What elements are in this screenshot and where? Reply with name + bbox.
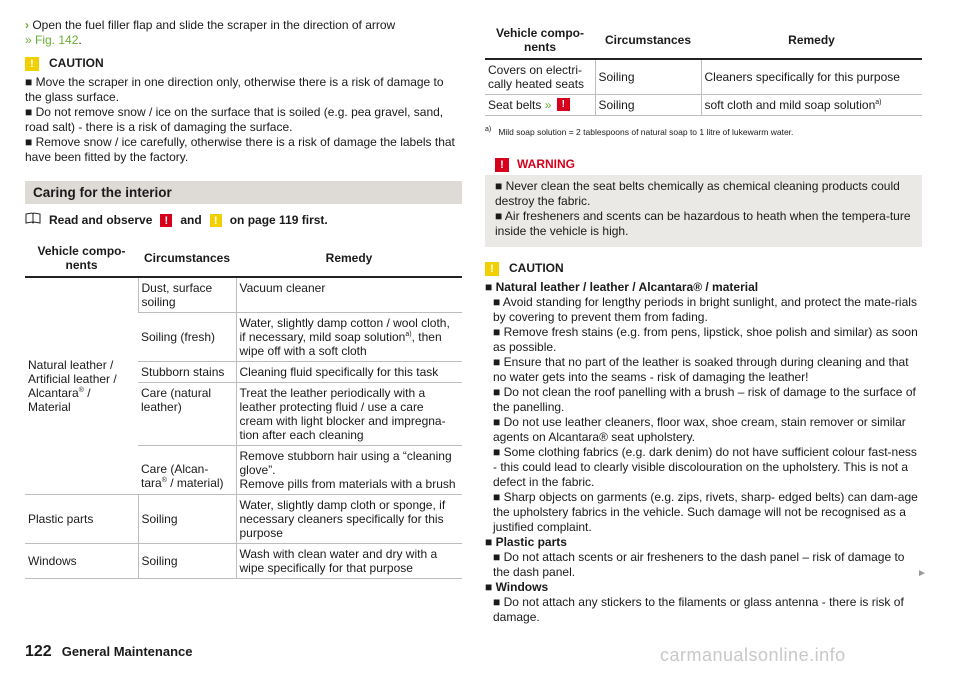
cell-circumstance: Care (Alcan-tara® / material) (138, 446, 236, 495)
seat-belts-ref-link[interactable]: » (544, 98, 552, 112)
cell-component: Windows (25, 544, 138, 579)
book-icon (25, 212, 41, 228)
read-observe-line (25, 212, 462, 228)
col-header-components: Vehicle compo-nents (485, 22, 595, 59)
cell-component: Natural leather / Artificial leather / Alcantara® / Material (25, 277, 138, 495)
read-text-page[interactable]: on page 119 first. (229, 212, 328, 227)
step-prefix: › (25, 18, 29, 32)
cell-circumstance: Soiling (138, 544, 236, 579)
cell-remedy: Water, slightly damp cotton / wool cloth, if necessary, mild soap solution$^{a)}$, then wipe off with a soft cloth (236, 313, 462, 362)
warning-icon: ! (557, 98, 570, 111)
col-header-remedy: Remedy (701, 22, 922, 59)
page-number: 122 (25, 643, 52, 660)
warning-title: WARNING (517, 157, 575, 171)
footer-section-label: General Maintenance (61, 644, 193, 659)
caution-title: CAUTION (49, 56, 104, 70)
page-footer (25, 644, 192, 659)
caution-item: ■ Remove snow / ice carefully, otherwise there is a risk of damage the labels that have been fitted by the factory. (25, 135, 455, 164)
footnote-mark: a) (485, 126, 492, 134)
caution-group-heading: ■ Natural leather / leather / Alcantara® / material (485, 280, 759, 294)
caution-heading (25, 56, 462, 71)
col-header-remedy: Remedy (236, 240, 462, 277)
remedy-text: soft cloth and mild soap solution (704, 98, 876, 112)
cell-remedy: Cleaners specifically for this purpose (701, 59, 922, 95)
cell-component: Plastic parts (25, 495, 138, 544)
remedy-text-2: Remove pills from materials with a brush (239, 477, 456, 491)
footnote (485, 125, 922, 140)
caution-group-heading: ■ Plastic parts (485, 535, 567, 549)
leather-component-tail: / Material (28, 386, 91, 414)
col-header-circumstances: Circumstances (595, 22, 701, 59)
warning-item: ■ Never clean the seat belts chemically as chemical cleaning products could destroy the fabric. (495, 179, 900, 208)
cell-remedy (236, 446, 462, 495)
section-title: Caring for the interior (25, 181, 462, 204)
cell-circumstance: Stubborn stains (138, 362, 236, 383)
caution-item: ■ Move the scraper in one direction only, otherwise there is a risk of damage to the glass surface. (25, 75, 444, 104)
cell-remedy: Water, slightly damp cloth or sponge, if necessary cleaners specifically for this purpose (236, 495, 462, 544)
cell-component (485, 95, 595, 116)
caution-icon: ! (210, 214, 222, 227)
right-column (485, 22, 922, 625)
step-text: Open the fuel filler flap and slide the scraper in the direction of arrow (32, 18, 396, 32)
caution-item: ■ Avoid standing for lengthy periods in bright sunlight, and protect the mate-rials by covering to prevent them from fading. (493, 295, 917, 324)
table-row (485, 95, 922, 116)
caution-item: ■ Do not remove snow / ice on the surface that is soiled (e.g. pea gravel, sand, road salt) - there is a risk of damaging the surface. (25, 105, 444, 134)
cell-circumstance: Dust, surface soiling (138, 277, 236, 313)
caution-title: CAUTION (509, 261, 564, 275)
watermark: carmanualsonline.info (660, 645, 846, 665)
cell-remedy: soft cloth and mild soap solution$^{a)}$ (701, 95, 922, 116)
cell-circumstance: Soiling (fresh) (138, 313, 236, 362)
read-text: Read and observe (49, 212, 153, 227)
interior-care-table-continued (485, 22, 922, 116)
cell-circumstance: Soiling (595, 59, 701, 95)
cell-remedy: Vacuum cleaner (236, 277, 462, 313)
col-header-components: Vehicle compo-nents (25, 240, 138, 277)
warning-heading (485, 154, 922, 175)
warning-icon: ! (160, 214, 172, 227)
remedy-tail: , then wipe off with a soft cloth (239, 330, 442, 358)
circ-text: Care (Alcan-tara (141, 462, 209, 490)
cell-circumstance: Soiling (138, 495, 236, 544)
caution-item: ■ Sharp objects on garments (e.g. zips, rivets, sharp- edged belts) can dam-age the upholstery fabrics in the vehicle. Such damage will not be recognised as a justified complaint. (493, 490, 918, 534)
caution-item: ■ Do not attach any stickers to the filaments or glass antenna - there is risk of damage. (493, 595, 904, 624)
footnote-text: Mild soap solution = 2 tablespoons of natural soap to 1 litre of lukewarm water. (498, 127, 794, 137)
remedy-text: Water, slightly damp cotton / wool cloth, if necessary, mild soap solution (239, 316, 450, 344)
warning-icon: ! (495, 158, 509, 172)
caution-item: ■ Do not attach scents or air fresheners to the dash panel – risk of damage to the dash panel. (493, 550, 905, 579)
cell-circumstance: Care (natural leather) (138, 383, 236, 446)
continue-arrow-icon: ► (917, 568, 927, 579)
caution-item: ■ Do not clean the roof panelling with a brush – risk of damage to the surface of the panelling. (493, 385, 916, 414)
warning-item: ■ Air fresheners and scents can be hazardous to heath when the tempera-ture inside the vehicle is high. (495, 209, 911, 238)
cell-circumstance: Soiling (595, 95, 701, 116)
cell-remedy: Wash with clean water and dry with a wipe specifically for that purpose (236, 544, 462, 579)
read-text-and: and (180, 212, 202, 227)
seat-belts-text: Seat belts (488, 98, 542, 112)
caution-group-heading: ■ Windows (485, 580, 549, 594)
step-end: . (78, 33, 82, 47)
interior-care-table (25, 240, 462, 579)
table-row (25, 277, 462, 313)
caution-icon: ! (485, 262, 499, 276)
warning-box (485, 154, 922, 247)
caution-icon: ! (25, 57, 39, 71)
leather-component-text: Natural leather / Artificial leather / Alcantara (28, 358, 117, 400)
fig-reference-link[interactable]: » Fig. 142 (25, 33, 79, 47)
instruction-step (25, 18, 462, 48)
caution-item: ■ Remove fresh stains (e.g. from pens, lipstick, shoe polish and similar) as soon as possible. (493, 325, 918, 354)
cell-component: Covers on electri-cally heated seats (485, 59, 595, 95)
circ-tail: / material) (166, 476, 224, 490)
cell-remedy: Treat the leather periodically with a leather protecting fluid / use a care cream with light blocker and impregna-tion after each cleaning (236, 383, 462, 446)
caution-item: ■ Ensure that no part of the leather is soaked through during cleaning and that no water gets into the seams - risk of damaging the leather! (493, 355, 909, 384)
cell-remedy: Cleaning fluid specifically for this task (236, 362, 462, 383)
caution-item: ■ Some clothing fabrics (e.g. dark denim) do not have sufficient colour fast-ness - this could lead to clearly visible discolouration on the upholstery. This is not a defect in the fabric. (493, 445, 917, 489)
left-column (25, 18, 462, 579)
table-row (25, 495, 462, 544)
table-row (485, 59, 922, 95)
remedy-text: Remove stubborn hair using a “cleaning glove”. (239, 449, 452, 477)
caution-item: ■ Do not use leather cleaners, floor wax, shoe cream, stain remover or similar agents on Alcantara® seat upholstery. (493, 415, 906, 444)
caution-heading (485, 261, 922, 276)
col-header-circumstances: Circumstances (138, 240, 236, 277)
table-row (25, 544, 462, 579)
